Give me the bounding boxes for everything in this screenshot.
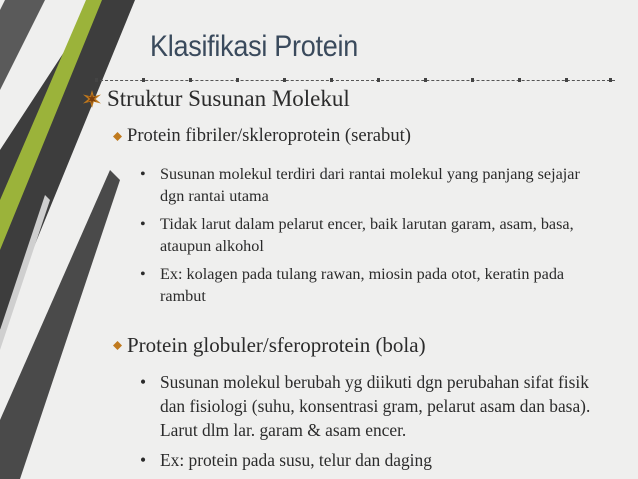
heading-row [83,86,350,112]
diamond-icon [113,132,122,141]
list-item: • Tidak larut dalam pelarut encer, baik larutan garam, asam, basa, ataupun alkohol [140,213,590,257]
star-burst-icon [83,90,101,108]
list-item: • Ex: protein pada susu, telur dan daging [140,448,605,472]
diagonal-stripes-decoration [0,0,140,479]
list-item: • Susunan molekul terdiri dari rantai molekul yang panjang sejajar dgn rantai utama [140,163,590,207]
slide-title: Klasifikasi Protein [150,30,358,63]
diamond-icon [113,341,122,350]
section-label: Protein fibriler/skleroprotein (serabut) [127,125,411,146]
list-item: • Susunan molekul berubah yg diikuti dgn perubahan sifat fisik dan fisiologi (suhu, konsentrasi gram, pelarut asam dan basa). Larut dlm lar. garam & asam encer. [140,370,605,442]
section-globuler [113,333,426,358]
globuler-bullet-list [140,370,605,478]
section-heading: Struktur Susunan Molekul [107,86,350,111]
fibriler-bullet-list [140,163,590,313]
divider-markers [95,77,615,83]
section-label: Protein globuler/sferoprotein (bola) [127,333,426,357]
section-fibriler [113,125,411,147]
list-item: • Ex: kolagen pada tulang rawan, miosin pada otot, keratin pada rambut [140,263,590,307]
